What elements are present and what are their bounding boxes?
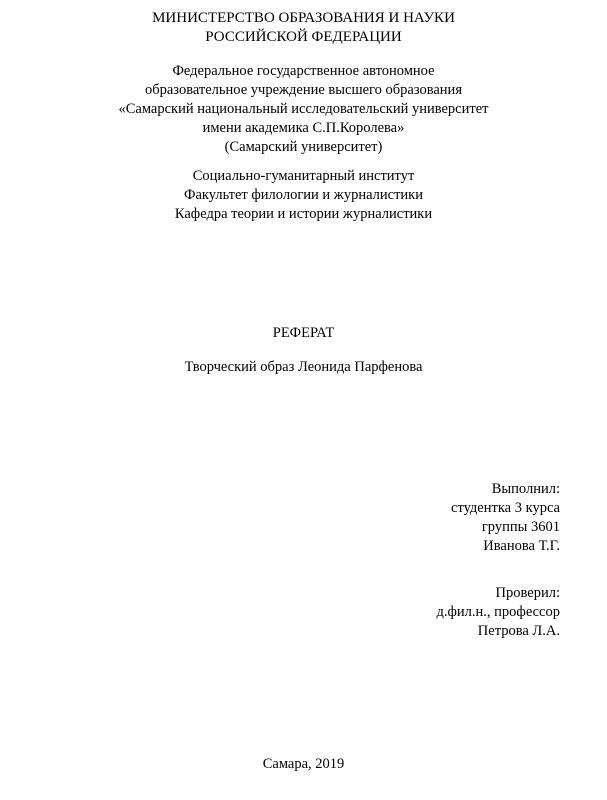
university-line: (Самарский университет) (224, 139, 383, 155)
university-line: образовательное учреждение высшего образования (144, 82, 462, 98)
document-type (0, 324, 607, 343)
checked-by-label: Проверил: (495, 585, 560, 601)
department-line: Кафедра теории и истории журналистики (174, 206, 433, 222)
institute-line: Социально-гуманитарный институт (192, 168, 415, 184)
checked-by-block (437, 584, 560, 641)
faculty-line: Факультет филологии и журналистики (184, 187, 423, 203)
city-year: Самара, 2019 (262, 756, 345, 772)
document-title-text: Творческий образ Леонида Парфенова (184, 359, 423, 375)
institute-heading (0, 167, 607, 224)
university-line: Федеральное государственное автономное (172, 63, 435, 79)
supervisor-title: д.фил.н., профессор (436, 604, 560, 620)
university-heading (0, 62, 607, 157)
performed-by-block (451, 480, 560, 556)
document-type-label: РЕФЕРАТ (272, 325, 335, 341)
university-line: «Самарский национальный исследовательский университет (118, 101, 489, 117)
student-course: студентка 3 курса (451, 500, 560, 516)
supervisor-name: Петрова Л.А. (477, 623, 560, 639)
ministry-line: МИНИСТЕРСТВО ОБРАЗОВАНИЯ И НАУКИ (152, 10, 455, 26)
document-title (0, 358, 607, 377)
performed-by-label: Выполнил: (491, 481, 560, 497)
student-name: Иванова Т.Г. (483, 538, 560, 554)
ministry-line: РОССИЙСКОЙ ФЕДЕРАЦИИ (205, 29, 402, 45)
ministry-heading (0, 9, 607, 47)
university-line: имени академика С.П.Королева» (202, 120, 405, 136)
student-group: группы 3601 (481, 519, 560, 535)
